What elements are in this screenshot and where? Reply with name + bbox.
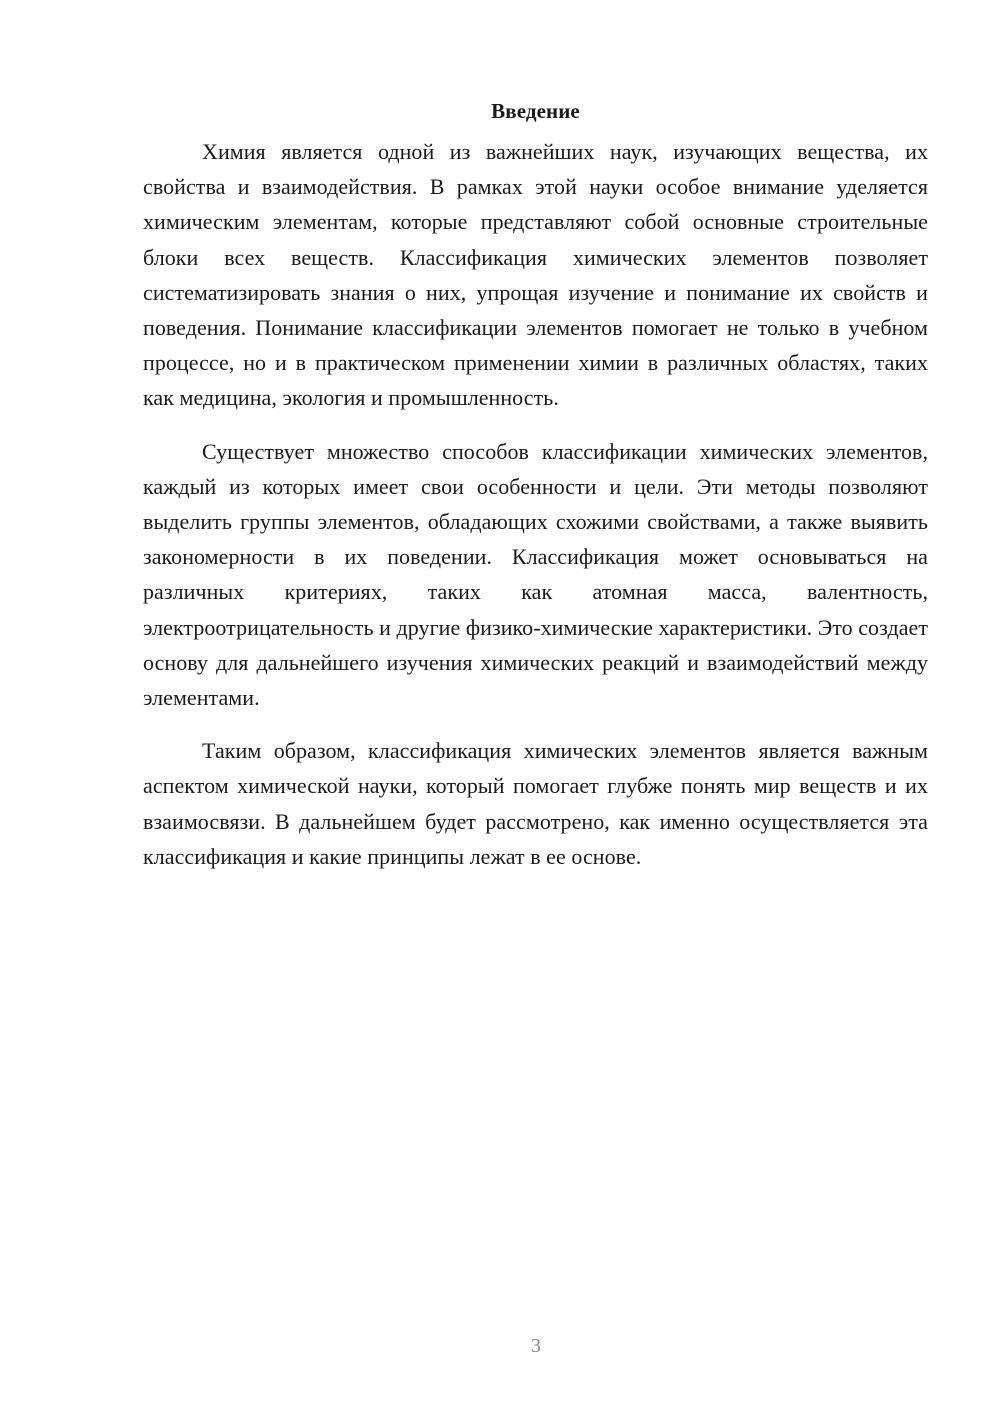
- paragraph-conclusion: Таким образом, классификация химических элементов является важным аспектом химической науки, который помогает глубже понять мир веществ и их взаимосвязи. В дальнейшем будет рассмотрено, как именно осуществляется эта классификация и какие принципы лежат в ее основе.: [143, 738, 928, 869]
- page-title: Введение: [491, 99, 580, 123]
- page-number: 3: [531, 1335, 541, 1357]
- page-content: [143, 96, 928, 892]
- paragraph-introduction: Химия является одной из важнейших наук, изучающих вещества, их свойства и взаимодействия. В рамках этой науки особое внимание уделяется химическим элементам, которые представляют собой основные строительные блоки всех веществ. Классификация химических элементов позволяет систематизировать знания о них, упрощая изучение и понимание их свойств и поведения. Понимание классификации элементов помогает не только в учебном процессе, но и в практическом применении химии в различных областях, таких как медицина, экология и промышленность.: [143, 139, 928, 411]
- paragraph-classification-methods: Существует множество способов классификации химических элементов, каждый из которых имеет свои особенности и цели. Эти методы позволяют выделить группы элементов, обладающих схожими свойствами, а также выявить закономерности в их поведении. Классификация может основываться на различных критериях, таких как атомная масса, валентность, электроотрицательность и другие физико-химические характеристики. Это создает основу для дальнейшего изучения химических реакций и взаимодействий между элементами.: [143, 438, 928, 711]
